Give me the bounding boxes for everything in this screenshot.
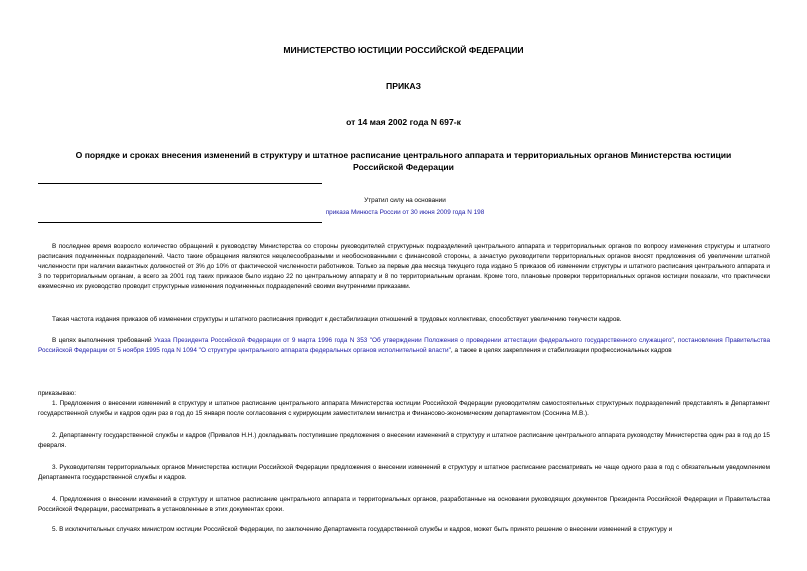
clause-3: 3. Руководителям территориальных органов Министерства юстиции Российской Федерации предложения о внесении изменений в структуру и штатное расписание рассматривать не чаще одного раза в год с обязательным уведомлением Департамента государственной службы и кадров. <box>38 464 770 482</box>
decree-link[interactable]: Указа Президента Российской Федерации от 9 марта 1996 года N 353 "Об утверждении Положения о проведении аттестации федерального государственного служащего" <box>154 337 674 344</box>
paragraph-consequences: Такая частота издания приказов об изменении структуры и штатного расписания приводит к дестабилизации отношений в трудовых коллективах, способствует увеличению текучести кадров. <box>52 316 622 323</box>
document-title: О порядке и сроках внесения изменений в структуру и штатное расписание центрального аппарата и территориальных органов Министерства юстиции Российской Федерации <box>75 150 732 172</box>
status-note-text: Утратил силу на основании <box>364 197 446 204</box>
status-note-link[interactable]: приказа Минюста России от 30 июня 2009 года N 198 <box>325 209 485 216</box>
clause-5: 5. В исключительных случаях министром юстиции Российской Федерации, по заключению Департамента государственной службы и кадров, может быть принято решение о внесении изменений в структуру и <box>52 526 673 533</box>
paragraph-basis <box>38 336 770 356</box>
divider-bottom <box>38 222 322 223</box>
paragraph-intro: В последнее время возросло количество обращений к руководству Министерства со стороны руководителей структурных подразделений центрального аппарата и территориальных органов по вопросу изменения структуры и штатного расписания подчиненных подразделений. Часто такие обращения являются нецелесообразными и необоснованными с финансовой стороны, а зачастую руководители территориальных органов вносят предложения об увеличении штатной численности при наличии вакантных должностей от 3% до 10% от фактической численности работников. Только за первые два месяца текущего года издано 5 приказов об изменении структуры и штатного расписания центрального аппарата и 3 по территориальным органам, а всего за 2001 год таких приказов было издано 22 по центральному аппарату и 8 по территориальным органам. Кроме того, плановые проверки территориальных органов юстиции показали, что практически ежемесячно их руководство проводит структурные изменения подчиненных подразделений своими внутренними приказами. <box>38 243 770 291</box>
clause-1: 1. Предложения о внесении изменений в структуру и штатное расписание центрального аппарата Министерства юстиции Российской Федерации руководителям самостоятельных структурных подразделений представлять в Департамент государственной службы и кадров один раз в год до 15 января после согласования с курирующим заместителем министра и Финансово-экономическим департаментом (Соснина М.В.). <box>38 400 770 418</box>
ministry-heading: МИНИСТЕРСТВО ЮСТИЦИИ РОССИЙСКОЙ ФЕДЕРАЦИИ <box>283 45 524 55</box>
order-word: приказываю: <box>38 390 76 397</box>
order-date: от 14 мая 2002 года N 697-к <box>346 117 461 127</box>
clause-2: 2. Департаменту государственной службы и кадров (Привалов Н.Н.) докладывать поступившие предложения о внесении изменений в структуру и штатное расписание центрального аппарата руководству Министерства один раз в год до 15 февраля. <box>38 432 770 450</box>
clause-4: 4. Предложения о внесении изменений в структуру и штатное расписание центрального аппарата и территориальных органов, разработанные на основании руководящих документов Президента Российской Федерации и Правительства Российской Федерации, рассматривать в установленные в этих документах сроки. <box>38 496 770 514</box>
basis-separator: , <box>673 337 678 344</box>
order-heading: ПРИКАЗ <box>386 81 421 91</box>
basis-suffix: , а также в целях закрепления и стабилизации профессиональных кадров <box>450 347 672 355</box>
divider-top <box>38 183 322 184</box>
resolution-link[interactable]: постановления Правительства Российской Федерации от 5 ноября 1995 года N 1094 "О структуре центрального аппарата федеральных органов исполнительной власти" <box>38 337 770 355</box>
basis-prefix: В целях выполнения требований <box>52 337 154 344</box>
